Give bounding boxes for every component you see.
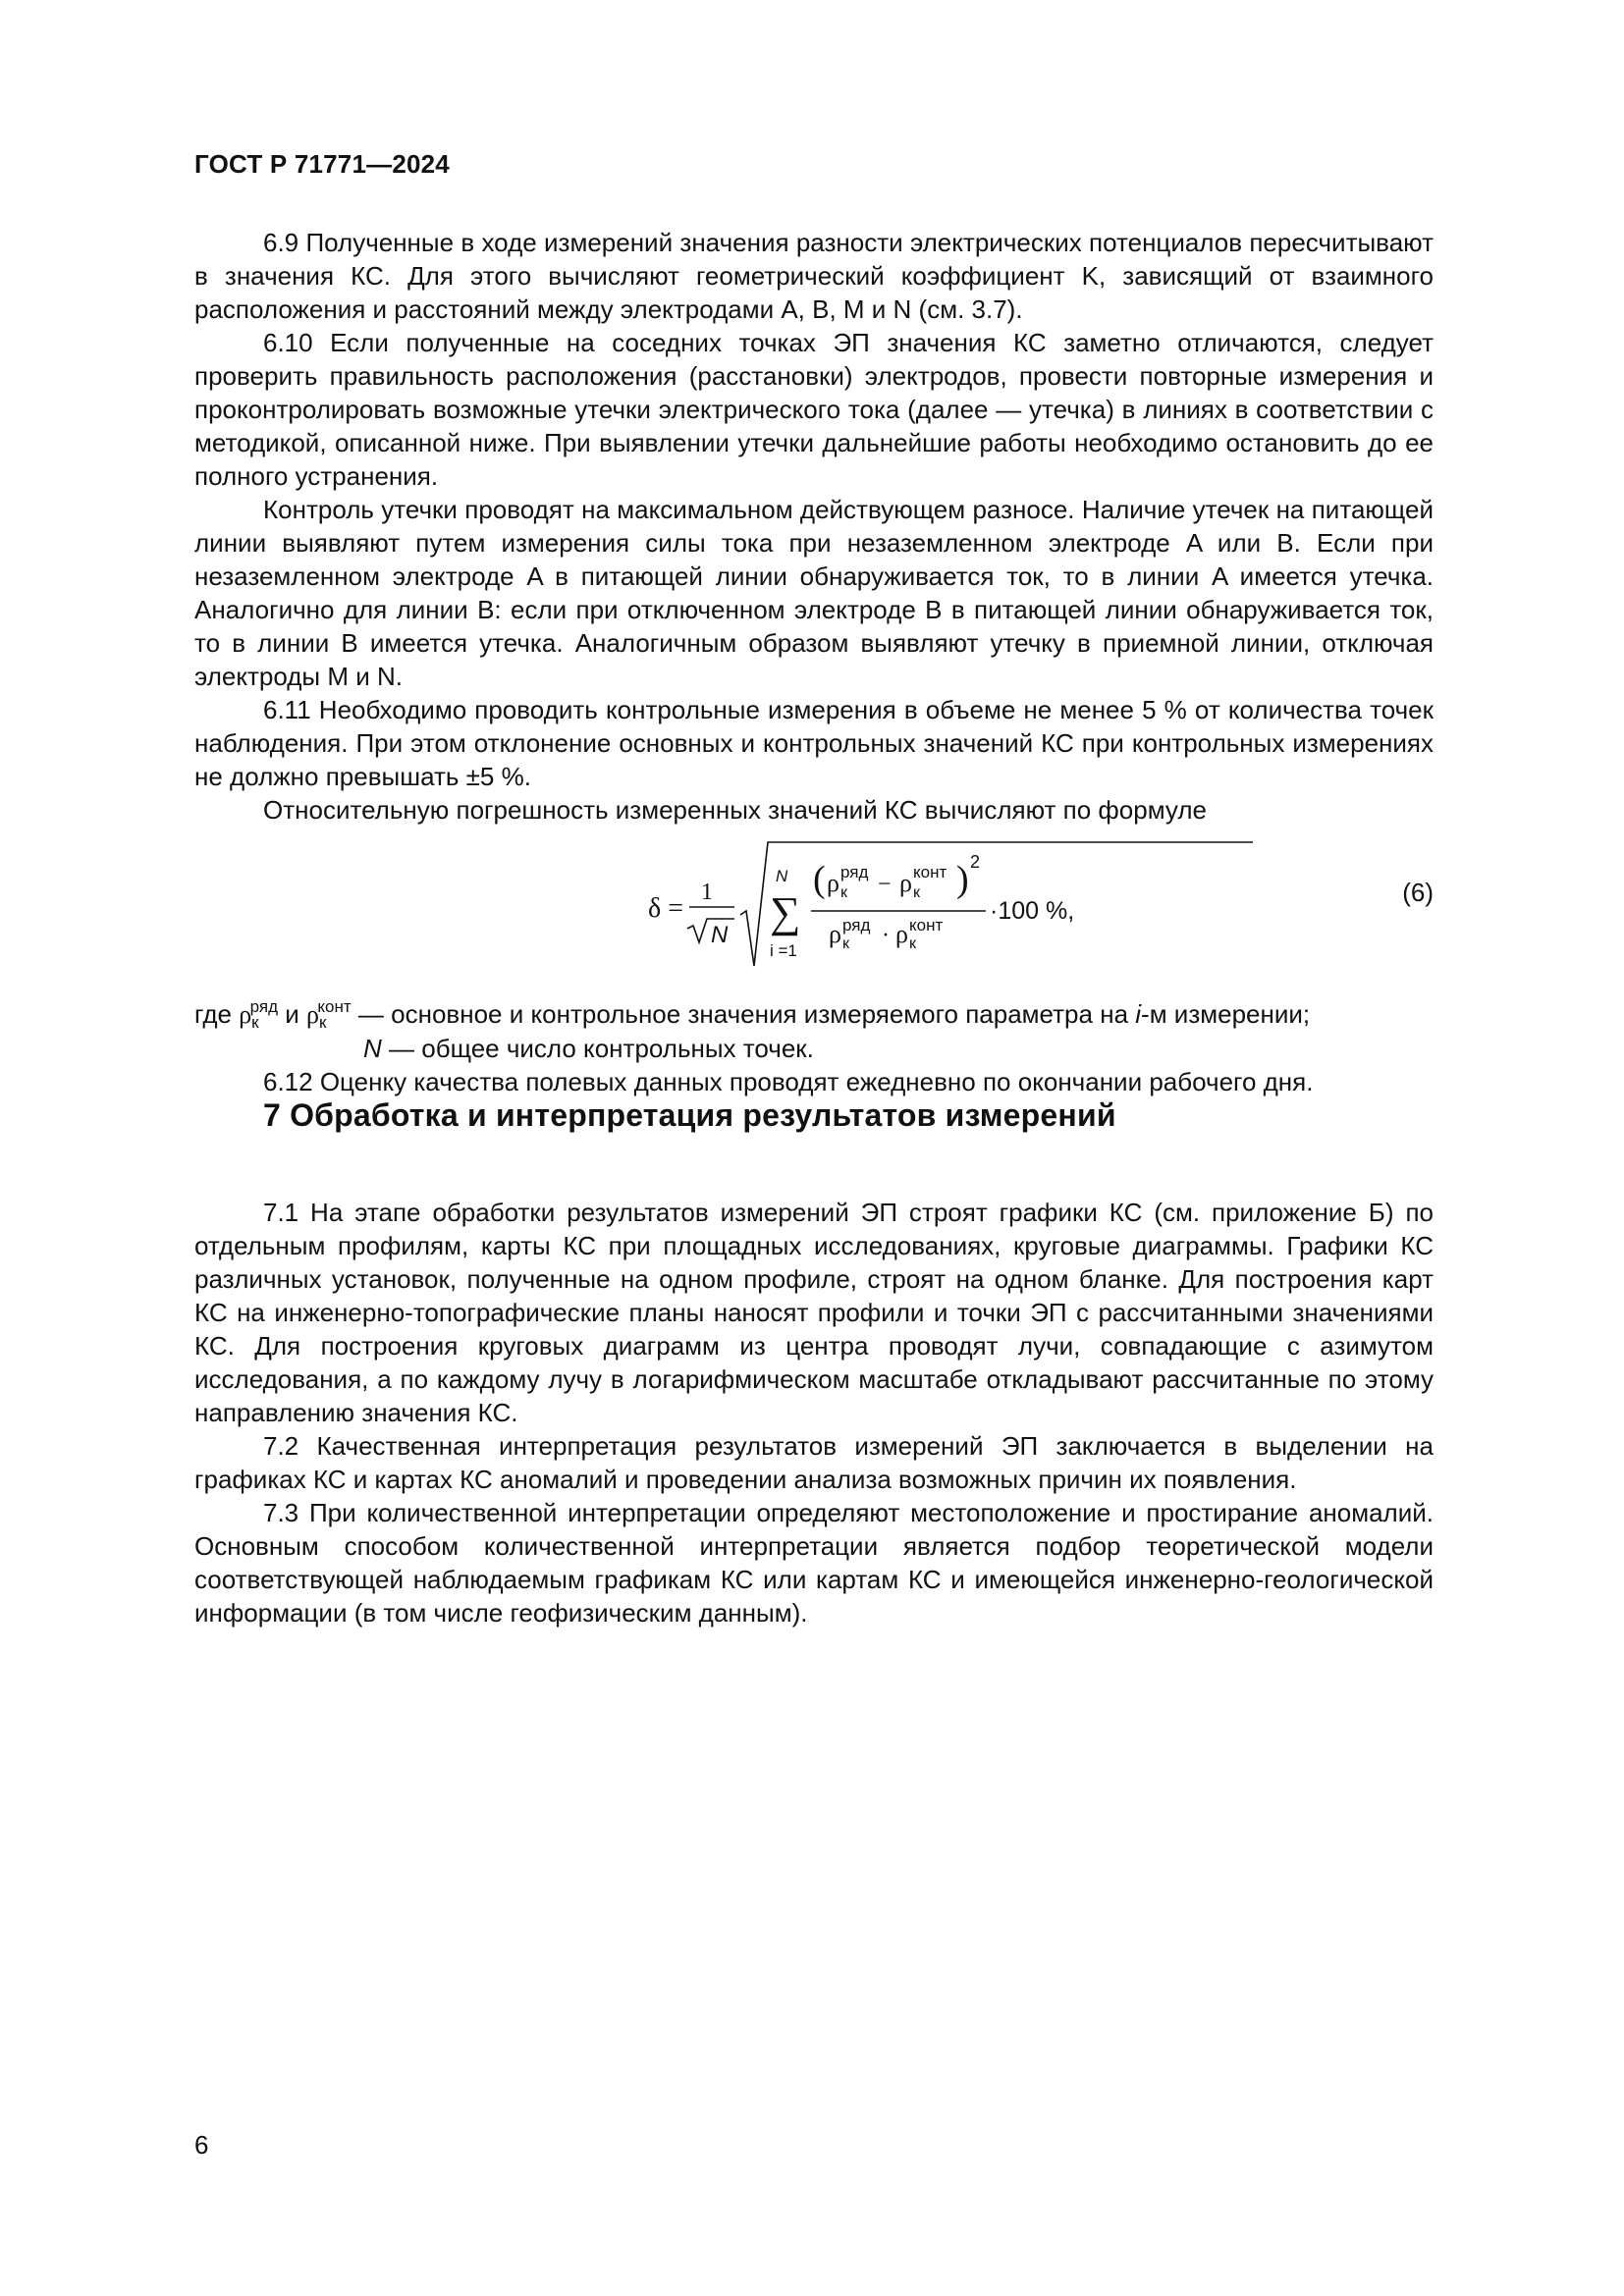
legend-n-text: — общее число контрольных точек. (389, 1034, 814, 1063)
standard-designation: ГОСТ Р 71771—2024 (194, 149, 450, 179)
paragraph-7-3: 7.3 При количественной интерпретации определяют местоположение и простирание аномалий. Основным способом количественной интерпретации является подбор теоретической модели соответствующей наблюдаемым графикам КС или картам КС и имеющейся инженерно-геологической информации (в том числе геофизическим данным). (194, 1498, 1434, 1628)
formula-sub-k: к (842, 935, 849, 952)
paragraph-6-9: 6.9 Полученные в ходе измерений значения разности электрических потенциалов пересчитывают в значения КС. Для этого вычисляют геометрический коэффициент K, зависящий от взаимного расположения и расстояний между электродами A, B, M и N (см. 3.7). (194, 228, 1434, 324)
formula-lhs: δ = (648, 893, 683, 924)
formula-sub-k: к (913, 884, 920, 901)
formula-rho-ryad: ρ (827, 869, 839, 897)
where-prefix: где (194, 999, 232, 1029)
formula-power: 2 (970, 852, 981, 872)
paragraph-6-10: 6.10 Если полученные на соседних точках ЭП значения КС заметно отличаются, следует проверить правильность расположения (расстановки) электродов, провести повторные измерения и проконтролировать возможные утечки электрического тока (далее — утечка) в линиях в соответствии с методикой, описанной ниже. При выявлении утечки дальнейшие работы необходимо остановить до ее полного устранения. (194, 328, 1434, 491)
formula-sub-k: к (840, 884, 847, 901)
section-7-body (194, 1196, 1434, 1629)
symbol-rho-kont: $\rho_к^{конт}$ (306, 997, 352, 1032)
formula-factor: ·100 %, (990, 897, 1075, 925)
paragraph-6-12: 6.12 Оценку качества полевых данных проводят ежедневно по окончании рабочего дня. (263, 1067, 1314, 1096)
page-number: 6 (194, 2130, 209, 2160)
formula-minus: − (878, 872, 892, 897)
section-7-heading: 7 Обработка и интерпретация результатов измерений (263, 1097, 1116, 1133)
formula-sup-ryad: ряд (840, 863, 869, 881)
formula-den-rho-ryad: ρ (829, 920, 841, 948)
where-italic-i: i (1135, 999, 1142, 1029)
formula-paren-open: ( (813, 859, 826, 900)
formula-6 (194, 834, 1434, 970)
paragraph-formula-intro: Относительную погрешность измеренных значений КС вычисляют по формуле (263, 795, 1207, 825)
symbol-rho-ryad: $\rho_к^{ряд}$ (239, 997, 278, 1032)
formula-legend-rho (194, 997, 1434, 1032)
formula-legend-n (194, 1032, 1434, 1065)
section-6-continuation (194, 226, 1434, 1098)
paragraph-7-2: 7.2 Качественная интерпретация результатов измерений ЭП заключается в выделении на графиках КС и картах КС аномалий и проведении анализа возможных причин их появления. (194, 1431, 1434, 1494)
formula-sub-k: к (909, 935, 916, 952)
formula-sqrt-n: N (711, 922, 729, 948)
where-text-end: -м измерении; (1141, 999, 1311, 1029)
paragraph-6-11: 6.11 Необходимо проводить контрольные измерения в объеме не менее 5 % от количества точек наблюдения. При этом отклонение основных и контрольных значений КС при контрольных измерениях не должно превышать ±5 %. (194, 695, 1434, 791)
formula-sum-lower: i =1 (770, 941, 797, 960)
paragraph-leak-control: Контроль утечки проводят на максимальном действующем разносе. Наличие утечек на питающей линии выявляют путем измерения силы тока при незаземленном электроде A или B. Если при незаземленном электроде A в питающей линии обнаруживается ток, то в линии A имеется утечка. Аналогично для линии B: если при отключенном электроде B в питающей линии обнаруживается ток, то в линии B имеется утечка. Аналогичным образом выявляют утечку в приемной линии, отключая электроды M и N. (194, 495, 1434, 691)
formula-paren-close: ) (956, 859, 969, 900)
formula-den-rho-kont: ρ (895, 920, 908, 948)
formula-sum-sign: ∑ (770, 888, 801, 936)
formula-den-sup-kont: конт (909, 916, 944, 934)
where-text: — основное и контрольное значения измеряемого параметра на (357, 999, 1129, 1029)
formula-sum-upper: N (776, 867, 788, 885)
formula-rho-kont: ρ (899, 869, 912, 897)
formula-den-sup-ryad: ряд (842, 916, 871, 934)
symbol-n: N (363, 1034, 382, 1063)
where-and: и (285, 999, 299, 1029)
formula-dot: · (882, 923, 890, 948)
paragraph-7-1: 7.1 На этапе обработки результатов измерений ЭП строят графики КС (см. приложение Б) по отдельным профилям, карты КС при площадных исследованиях, круговые диаграммы. Графики КС различных установок, полученные на одном профиле, строят на одном бланке. Для построения карт КС на инженерно-топографические планы наносят профили и точки ЭП с рассчитанными значениями КС. Для построения круговых диаграмм из центра проводят лучи, совпадающие с азимутом исследования, а по каждому лучу в логарифмическом масштабе откладывают рассчитанные по этому направлению значения КС. (194, 1198, 1434, 1427)
formula-6-graphic (646, 834, 1255, 970)
formula-sup-kont: конт (913, 863, 947, 881)
formula-number: (6) (1402, 878, 1434, 907)
formula-one: 1 (701, 880, 713, 905)
